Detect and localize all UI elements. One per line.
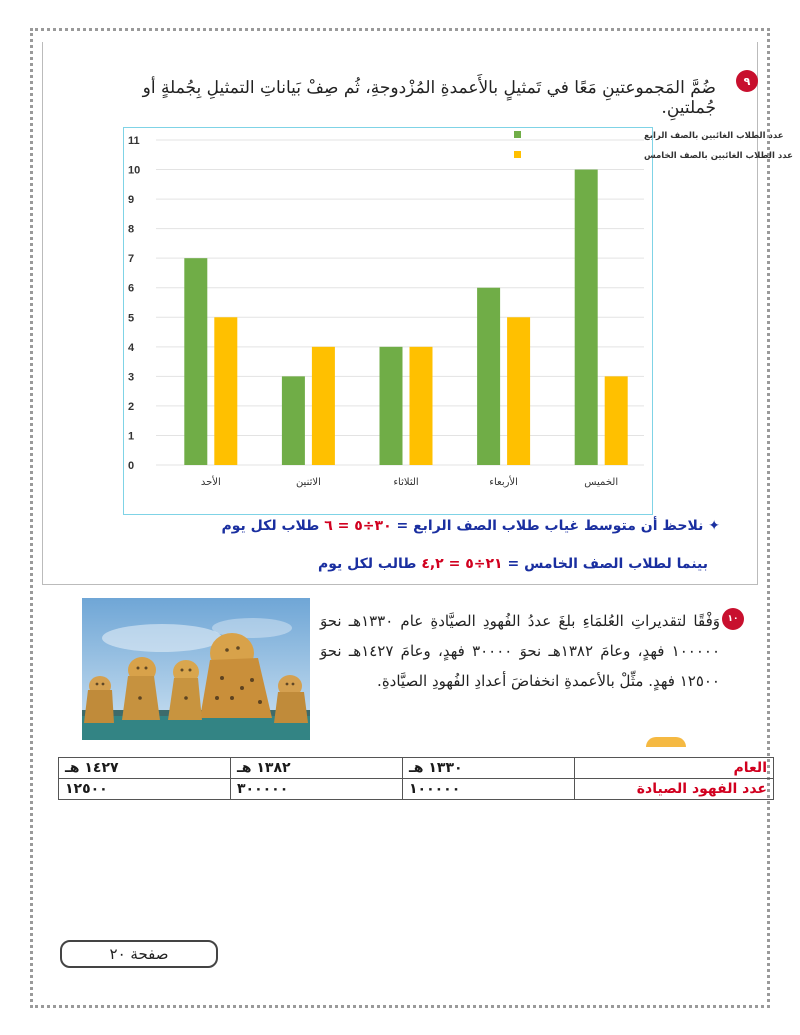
orange-tab: [646, 737, 686, 747]
bar: [214, 317, 237, 465]
table-header-count: عدد الفهود الصيادة: [575, 779, 774, 800]
note-line-2: بينما لطلاب الصف الخامس = ٢١÷٥ = ٤,٢ طالب لكل يوم: [317, 556, 708, 572]
y-tick-label: 8: [128, 223, 135, 236]
cheetah-image: [82, 598, 310, 740]
bar: [282, 376, 305, 465]
legend-label: عدد الطلاب الغائبين بالصف الرابع: [644, 131, 784, 141]
y-tick-label: 9: [128, 194, 135, 207]
x-tick-label: الأحد: [200, 477, 221, 488]
note-line-1: ✦ نلاحظ أن متوسط غياب طلاب الصف الرابع = ٣٠÷٥ = ٦ طلاب لكل يوم: [221, 518, 720, 534]
y-tick-label: 7: [128, 253, 135, 266]
question-10-number: ١٠: [722, 608, 744, 630]
question-9-number: ٩: [736, 70, 758, 92]
table-cell: ١٣٨٢ هـ: [231, 758, 403, 779]
question-10-text: وَفْقًا لتقديراتِ العُلمَاءِ بلغَ عددُ الفُهودِ الصيَّادةِ عام ١٣٣٠هـ نحوَ ١٠٠٠٠٠ فهدٍ، وعامَ ١٣٨٢هـ نحوَ ٣٠٠٠٠ فهدٍ، وعامَ ١٤٢٧هـ نحوَ ١٢٥٠٠ فهدٍ. مثِّلْ بالأعمدةِ انخفاضَ أعدادِ الفُهودِ الصيَّادةِ.: [320, 612, 721, 690]
star-icon: ✦: [703, 518, 720, 534]
x-tick-label: الاثنين: [295, 477, 321, 488]
x-tick-label: الخميس: [584, 477, 619, 488]
bar: [312, 347, 335, 465]
bar: [507, 317, 530, 465]
table-cell: ١٢٥٠٠: [59, 779, 231, 800]
table-row: [59, 758, 774, 779]
y-tick-label: 3: [128, 371, 135, 384]
legend-swatch: [514, 151, 521, 158]
y-tick-label: 5: [128, 312, 135, 325]
table-header-year: العام: [575, 758, 774, 779]
x-tick-label: الثلاثاء: [393, 477, 419, 488]
bar: [410, 347, 433, 465]
page-number-label: صفحة ٢٠: [60, 940, 218, 968]
bar: [575, 170, 598, 465]
chart-container: [123, 127, 793, 515]
cheetah-data-table: [58, 757, 774, 800]
bar: [380, 347, 403, 465]
table-cell: ١٣٣٠ هـ: [403, 758, 575, 779]
table-cell: ٣٠٠٠٠٠: [231, 779, 403, 800]
double-bar-chart: [124, 128, 793, 514]
y-tick-label: 4: [128, 341, 135, 354]
bar: [184, 258, 207, 465]
legend-label: عدد الطلاب الغائبين بالصف الخامس: [644, 151, 793, 161]
table-cell: ١٤٢٧ هـ: [59, 758, 231, 779]
y-tick-label: 0: [128, 460, 135, 472]
y-tick-label: 10: [128, 164, 141, 177]
y-tick-label: 2: [128, 400, 135, 413]
bar: [477, 288, 500, 465]
y-tick-label: 6: [128, 282, 135, 295]
legend-swatch: [514, 131, 521, 138]
question-9-text: ضُمَّ المَجموعتينِ مَعًا في تَمثيلٍ بالأَعمدةِ المُزْدوجةِ، ثُم صِفْ بَياناتِ التمثيلِ بِجُملةٍ أو جُملتينِ.: [142, 78, 716, 118]
y-tick-label: 11: [128, 135, 140, 147]
bar: [605, 376, 628, 465]
y-tick-label: 1: [128, 430, 135, 443]
x-tick-label: الأربعاء: [489, 477, 518, 488]
table-row: [59, 779, 774, 800]
table-cell: ١٠٠٠٠٠: [403, 779, 575, 800]
